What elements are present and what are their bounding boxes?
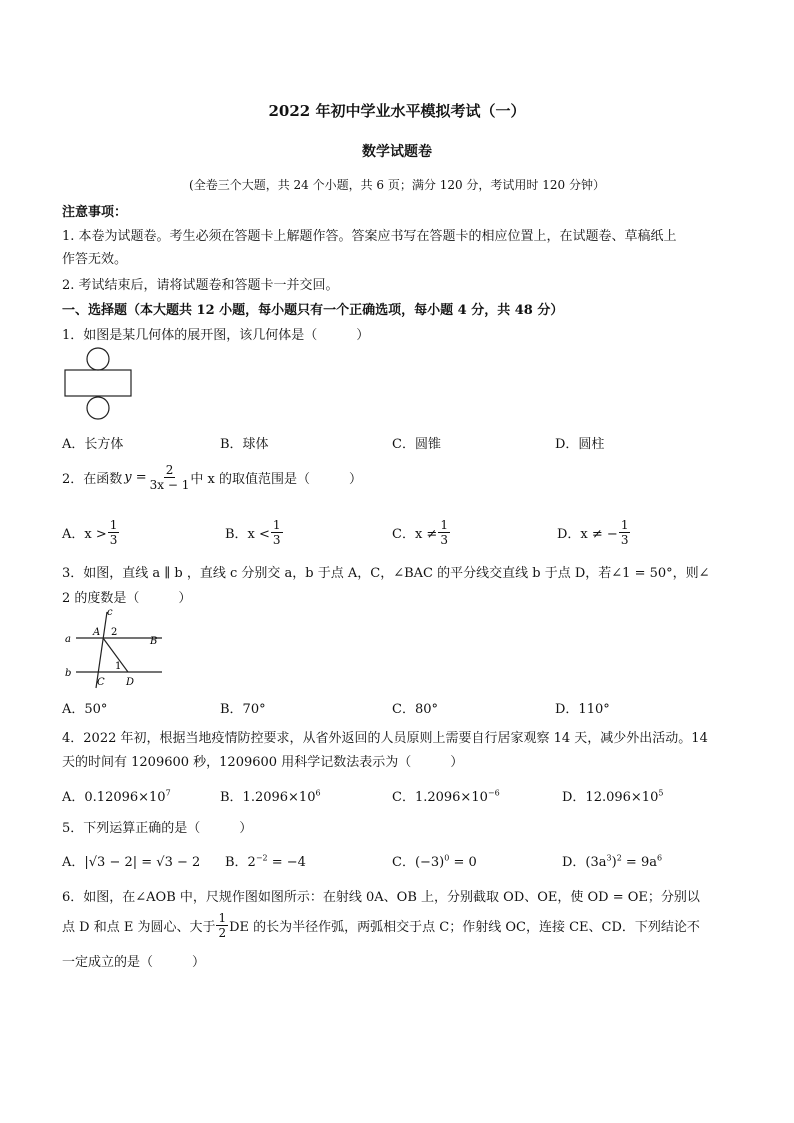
q5-option-b [225,851,306,870]
q1-net-figure [62,346,142,422]
q3-option-c: C．80° [392,702,438,717]
q6-line2-pre: 点 D 和点 E 为圆心、大于 [62,920,216,935]
q2-d-num: 1 [620,518,629,532]
q5-d-mid: ) [611,855,617,870]
q2-a-num: 1 [109,518,118,532]
q6-stem-line-1: 6．如图，在∠AOB 中，尺规作图如图所示：在射线 0A、OB 上，分别截取 OD、OE，使 OD = OE；分别以 [62,890,700,905]
q2-c-den: 3 [440,533,448,547]
label-b: b [65,668,72,679]
q6-half-fraction [216,912,228,939]
q2-c-label: C．x ≠ [392,527,438,542]
q3-option-a: A．50° [62,702,108,717]
q2-a-frac [108,519,120,546]
q5-b-exp: −2 [255,853,268,863]
q2-frac-num: 2 [165,463,174,477]
q5-d-rest: = 9a [621,855,657,870]
q5-c-base: C．(−3) [392,855,445,870]
label-A: A [93,627,101,638]
q3-parallel-lines-figure [62,606,167,691]
label-a: a [65,634,71,645]
q4-stem-line-1: 4．2022 年初，根据当地疫情防控要求，从省外返回的人员原则上需要自行居家观察 14 天，减少外出活动。14 [62,731,708,746]
q4-d-exp: 5 [658,788,664,798]
q2-option-d [557,519,631,546]
q5-c-exp: 0 [444,853,450,863]
q2-option-c [392,519,451,546]
q4-option-a [62,786,171,805]
q6-half-den: 2 [218,926,227,940]
exam-info: (全卷三个大题，共 24 个小题，共 6 页；满分 120 分，考试用时 120 分钟） [189,178,605,192]
q5-option-c [392,851,477,870]
section-1-heading: 一、选择题（本大题共 12 小题，每小题只有一个正确选项，每小题 4 分，共 48 分） [62,303,564,318]
exam-title: 2022 年初中学业水平模拟考试（一） [268,102,526,120]
q1-stem: 1．如图是某几何体的展开图，该几何体是（ ） [62,328,370,343]
q2-d-frac [619,519,631,546]
q1-option-a: A．长方体 [62,437,124,452]
q2-stem-post: 中 x 的取值范围是（ ） [190,472,362,487]
q2-y-eq: y = [124,470,147,485]
q5-b-base: B．2 [225,855,256,870]
q4-b-exp: 6 [315,788,321,798]
q1-option-c: C．圆锥 [392,437,441,452]
q2-option-b [225,519,284,546]
notes-item-1-line-1: 1. 本卷为试题卷。考生必须在答题卡上解题作答。答案应书写在答题卡的相应位置上，在试题卷、草稿纸上 [62,229,677,244]
q4-b-base: B．1.2096×10 [220,790,316,805]
q5-stem: 5．下列运算正确的是（ ） [62,821,253,836]
q2-option-a [62,519,120,546]
q4-c-base: C．1.2096×10 [392,790,488,805]
label-2: 2 [111,627,118,638]
label-C: C [97,677,105,688]
label-D: D [126,677,135,688]
bottom-circle [87,397,109,419]
q2-c-frac [438,519,450,546]
q5-c-rest: = 0 [449,855,477,870]
q1-option-b: B．球体 [220,437,269,452]
q2-b-den: 3 [272,533,281,547]
q2-c-num: 1 [440,518,448,532]
q3-stem-line-1: 3．如图，直线 a ∥ b ，直线 c 分别交 a，b 于点 A，C，∠BAC 的平分线交直线 b 于点 D，若∠1 = 50°，则∠ [62,566,710,581]
exam-subtitle: 数学试题卷 [362,144,432,160]
q2-a-label: A．x > [62,527,107,542]
q5-b-rest: = −4 [267,855,306,870]
q4-a-base: A．0.12096×10 [62,790,166,805]
q4-option-d [562,786,663,805]
q2-b-frac [271,519,283,546]
q5-d-base: D．(3a [562,855,607,870]
q5-d-exp1: 3 [606,853,612,863]
q5-d-exp3: 6 [656,853,663,863]
notes-item-2: 2. 考试结束后，请将试题卷和答题卡一并交回。 [62,278,339,293]
middle-rectangle [65,370,131,396]
q4-c-exp: −6 [487,788,500,798]
q4-option-b [220,786,321,805]
q2-d-den: 3 [620,533,629,547]
top-circle [87,348,109,370]
q3-option-d: D．110° [555,702,610,717]
q4-d-base: D．12.096×10 [562,790,659,805]
q2-d-label: D．x ≠ − [557,527,618,542]
q5-option-a: A．|√3 − 2| = √3 − 2 [62,855,201,870]
q6-half-num: 1 [218,911,227,925]
q2-b-label: B．x < [225,527,270,542]
q2-frac-den: 3x − 1 [149,478,190,492]
q2-fraction [150,464,190,491]
q5-option-d [562,851,662,870]
q3-option-b: B．70° [220,702,266,717]
label-B: B [150,636,158,647]
q6-line2-post: DE 的长为半径作弧，两弧相交于点 C；作射线 OC，连接 CE、CD．下列结论不 [229,920,700,935]
q3-stem-line-2: 2 的度数是（ ） [62,591,192,606]
q2-a-den: 3 [109,533,118,547]
q2-stem-pre: 2．在函数 [62,472,123,487]
notes-heading: 注意事项： [62,205,128,220]
q5-d-exp2: 2 [616,853,622,863]
label-1: 1 [115,661,122,672]
label-c: c [107,607,113,618]
q4-a-exp: 7 [165,788,171,798]
q4-stem-line-2: 天的时间有 1209600 秒，1209600 用科学记数法表示为（ ） [62,755,464,770]
q1-option-d: D．圆柱 [555,437,605,452]
q2-b-num: 1 [272,518,281,532]
q2-stem [62,464,362,491]
q6-stem-line-2 [62,912,700,939]
q6-stem-line-3: 一定成立的是（ ） [62,955,206,970]
q4-option-c [392,786,500,805]
notes-item-1-line-2: 作答无效。 [62,252,128,267]
